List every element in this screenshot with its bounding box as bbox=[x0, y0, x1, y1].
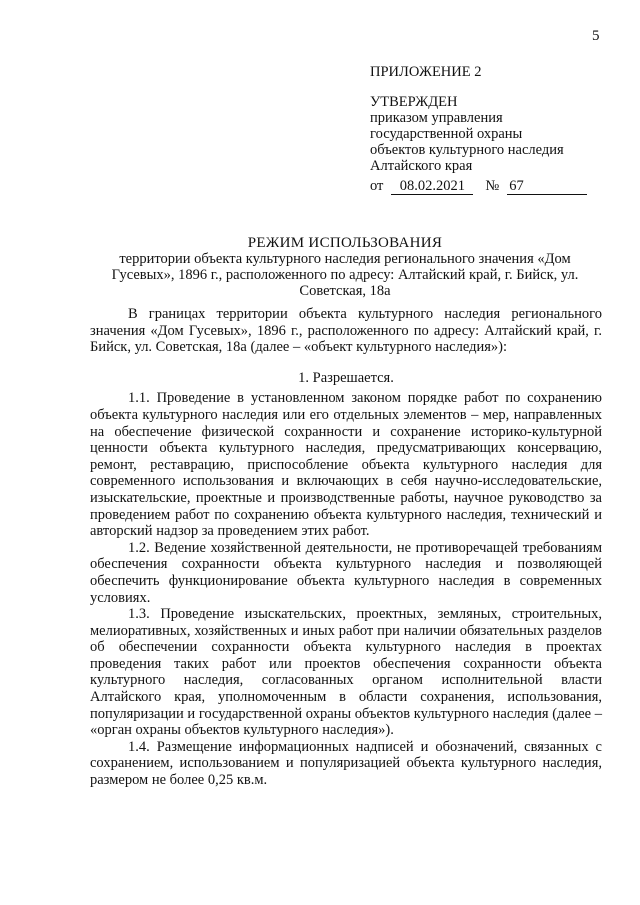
page-number: 5 bbox=[592, 28, 600, 44]
item-1-3: 1.3. Проведение изыскательских, проектных, земляных, строительных, мелиоративных, хозяйственных и иных работ при наличии обязательных разделов об обеспечении сохранности объекта культурного наследия в проектах проведения таких работ или проектов обеспечения сохранности объекта культурного наследия, согласованных органом исполнительной власти Алтайского края, уполномоченным в области сохранения, использования, популяризации и государственной охраны объектов культурного наследия (далее – «орган охраны объектов культурного наследия»). bbox=[90, 606, 602, 739]
approved-by-line-1: приказом управления bbox=[370, 110, 503, 126]
item-1-2: 1.2. Ведение хозяйственной деятельности, не противоречащей требованиям обеспечения сохранности объекта культурного наследия и позволяющей обеспечить функционирование объекта культурного наследия в современных условиях. bbox=[90, 539, 602, 606]
document-title: РЕЖИМ ИСПОЛЬЗОВАНИЯ bbox=[247, 235, 443, 251]
item-1-1: 1.1. Проведение в установленном законом порядке работ по сохранению объекта культурного наследия или его отдельных элементов – мер, направленных на обеспечение физической сохранности и сохранение историко-культурной ценности объекта культурного наследия, предусматривающих консервацию, ремонт, реставрацию, приспособление объекта культурного наследия для современного использования и включающих в себя научно-исследовательские, изыскательские, проектные и производственные работы, научное руководство за проведением работ по сохранению объекта культурного наследия, технический и авторский надзор за проведением этих работ. bbox=[90, 390, 602, 540]
approved-label: УТВЕРЖДЕН bbox=[370, 94, 458, 110]
section-title: 1. Разрешается. bbox=[298, 369, 394, 386]
approved-by-line-4: Алтайского края bbox=[370, 158, 473, 174]
document-heading bbox=[90, 235, 600, 299]
annex-block bbox=[370, 64, 610, 195]
date-prefix: от bbox=[370, 178, 384, 194]
document-subtitle: территории объекта культурного наследия регионального значения «Дом Гусевых», 1896 г., расположенного по адресу: Алтайский край, г. Бийск, ул. Советская, 18а bbox=[111, 251, 579, 299]
item-1-4: 1.4. Размещение информационных надписей и обозначений, связанных с сохранением, использованием и популяризацией объекта культурного наследия, размером не более 0,25 кв.м. bbox=[90, 738, 602, 789]
order-date-row bbox=[370, 178, 610, 195]
intro-paragraph: В границах территории объекта культурного наследия регионального значения «Дом Гусевых», 1896 г., расположенного по адресу: Алтайский край, г. Бийск, ул. Советская, 18а (далее – «объект культурного наследия»): bbox=[90, 306, 602, 356]
number-label: № bbox=[485, 178, 500, 194]
approved-by-line-2: государственной охраны bbox=[370, 126, 523, 142]
annex-title: ПРИЛОЖЕНИЕ 2 bbox=[370, 64, 482, 80]
order-date: 08.02.2021 bbox=[391, 178, 473, 195]
document-body bbox=[90, 306, 602, 789]
order-number: 67 bbox=[507, 178, 587, 195]
approved-by-line-3: объектов культурного наследия bbox=[370, 142, 564, 158]
